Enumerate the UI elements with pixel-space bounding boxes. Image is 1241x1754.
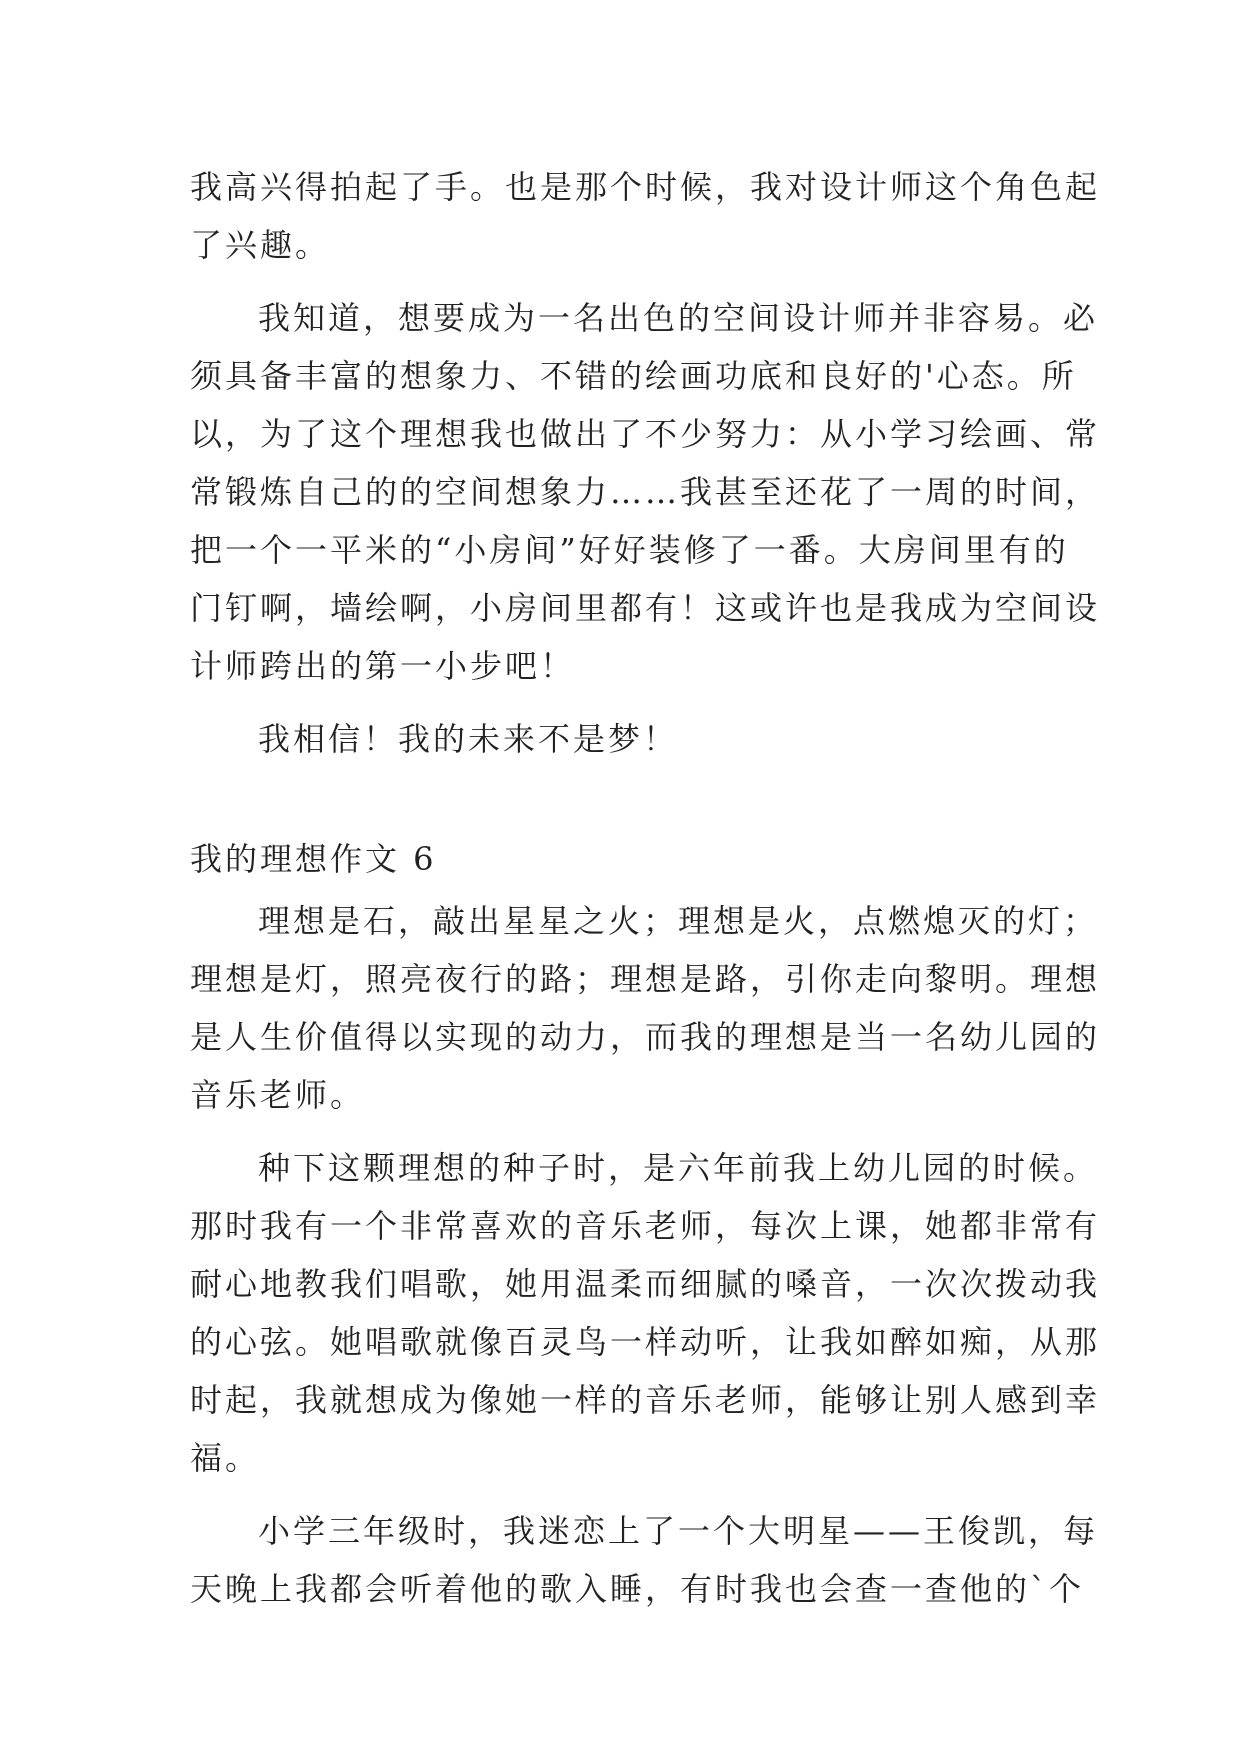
text-line: 耐心地教我们唱歌，她用温柔而细腻的嗓音，一次次拨动我 [190, 1265, 1101, 1303]
text-line: 那时我有一个非常喜欢的音乐老师，每次上课，她都非常有 [190, 1207, 1101, 1245]
document-body [190, 158, 1101, 1633]
paragraph [190, 158, 1101, 274]
text-line: 须具备丰富的想象力、不错的绘画功底和良好的'心态。所 [190, 357, 1077, 395]
paragraph [190, 289, 1101, 695]
text-line: 时起，我就想成为像她一样的音乐老师，能够让别人感到幸 [190, 1381, 1101, 1419]
text-line: 以，为了这个理想我也做出了不少努力：从小学习绘画、常 [190, 415, 1101, 453]
paragraph [190, 710, 1060, 768]
text-line: 是人生价值得以实现的动力，而我的理想是当一名幼儿园的 [190, 1018, 1101, 1056]
text-line: 我高兴得拍起了手。也是那个时候，我对设计师这个角色起 [190, 168, 1101, 206]
section-heading: 我的理想作文 6 [190, 840, 437, 878]
text-line: 的心弦。她唱歌就像百灵鸟一样动听，让我如醉如痴，从那 [190, 1323, 1101, 1361]
text-line: 我相信！我的未来不是梦！ [258, 720, 679, 758]
paragraph [190, 892, 1101, 1124]
text-line: 把一个一平米的“小房间”好好装修了一番。大房间里有的 [190, 531, 1069, 569]
paragraph [190, 1139, 1101, 1487]
text-line: 计师跨出的第一小步吧！ [190, 647, 576, 685]
text-line: 音乐老师。 [190, 1076, 366, 1114]
text-line: 天晚上我都会听着他的歌入睡，有时我也会查一查他的`个 [190, 1570, 1085, 1608]
text-line: 常锻炼自己的的空间想象力……我甚至还花了一周的时间， [190, 473, 1101, 511]
text-line: 理想是灯，照亮夜行的路；理想是路，引你走向黎明。理想 [190, 960, 1101, 998]
text-line: 种下这颗理想的种子时，是六年前我上幼儿园的时候。 [258, 1149, 1099, 1187]
text-line: 小学三年级时，我迷恋上了一个大明星——王俊凯，每 [258, 1512, 1099, 1550]
text-line: 门钉啊，墙绘啊，小房间里都有！这或许也是我成为空间设 [190, 589, 1101, 627]
text-line: 福。 [190, 1439, 261, 1477]
text-line: 了兴趣。 [190, 226, 331, 264]
text-line: 我知道，想要成为一名出色的空间设计师并非容易。必 [258, 299, 1099, 337]
text-line: 理想是石，敲出星星之火；理想是火，点燃熄灭的灯； [258, 902, 1099, 940]
paragraph [190, 1502, 1099, 1618]
